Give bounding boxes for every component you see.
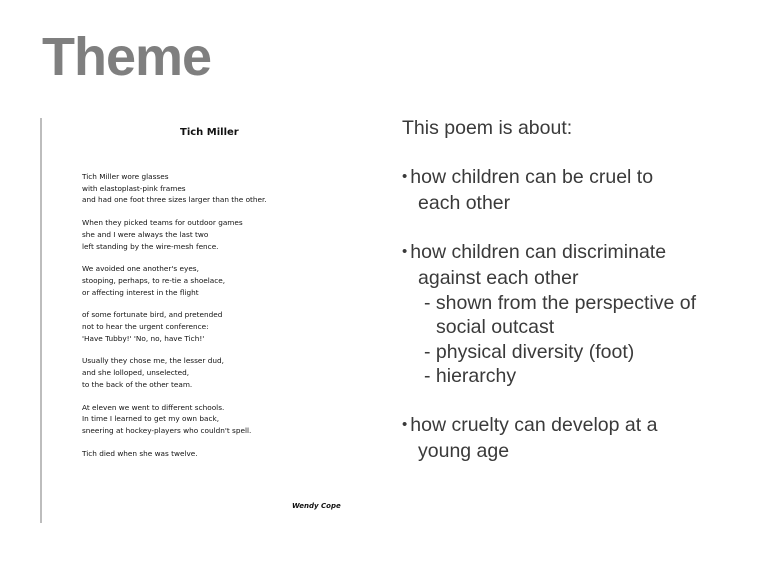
poem-line: she and I were always the last two — [82, 229, 209, 239]
poem-line: Tich died when she was twelve. — [82, 448, 198, 458]
point-line: young age — [418, 440, 510, 462]
theme-point — [402, 413, 752, 464]
point-line: against each other — [418, 267, 579, 289]
poem-author: Wendy Cope — [292, 502, 341, 510]
poem-stanza — [82, 217, 352, 252]
bullet-icon: • — [402, 415, 408, 433]
poem-line: not to hear the urgent conference: — [82, 322, 209, 332]
point-text: how children can discriminate — [410, 240, 667, 263]
bullet-icon: • — [402, 167, 408, 185]
point-text: how children can be cruel to — [410, 165, 654, 188]
poem-stanzas — [82, 171, 352, 470]
poem-line: stooping, perhaps, to re-tie a shoelace, — [82, 275, 226, 285]
poem-line: with elastoplast-pink frames — [82, 183, 186, 193]
point-line — [402, 413, 752, 440]
theme-bullet-list — [402, 116, 752, 488]
poem-title: Tich Miller — [180, 127, 239, 138]
poem-line: and she lolloped, unselected, — [82, 368, 190, 378]
poem-stanza — [82, 171, 352, 206]
poem-line: We avoided one another's eyes, — [82, 264, 199, 274]
poem-line: of some fortunate bird, and pretended — [82, 310, 223, 320]
poem-stanza — [82, 263, 352, 298]
slide-title: Theme — [42, 27, 212, 87]
poem-line: sneering at hockey-players who couldn't spell. — [82, 425, 252, 435]
sub-point: - hierarchy — [424, 365, 517, 387]
theme-point — [402, 240, 752, 389]
poem-line: Tich Miller wore glasses — [82, 172, 169, 181]
theme-point — [402, 165, 752, 216]
poem-line: When they picked teams for outdoor games — [82, 218, 243, 228]
poem-line: left standing by the wire-mesh fence. — [82, 241, 219, 251]
sub-point: - shown from the perspective of — [424, 291, 697, 314]
poem-stanza — [82, 448, 352, 460]
point-text: how cruelty can develop at a — [410, 413, 658, 436]
poem-line: At eleven we went to different schools. — [82, 402, 225, 412]
sub-point-continuation: social outcast — [436, 316, 555, 338]
point-line — [402, 240, 752, 267]
poem-line: and had one foot three sizes larger than the other. — [82, 195, 267, 205]
theme-intro: This poem is about: — [402, 117, 573, 139]
poem-stanza — [82, 309, 352, 344]
poem-line: 'Have Tubby!' 'No, no, have Tich!' — [82, 333, 205, 343]
poem-image — [40, 118, 362, 523]
bullet-icon: • — [402, 242, 408, 260]
point-line — [402, 165, 752, 192]
poem-line: Usually they chose me, the lesser dud, — [82, 356, 224, 366]
poem-line: to the back of the other team. — [82, 379, 193, 389]
point-line: each other — [418, 192, 511, 214]
poem-stanza — [82, 402, 352, 437]
poem-stanza — [82, 355, 352, 390]
poem-line: In time I learned to get my own back, — [82, 414, 220, 424]
sub-point: - physical diversity (foot) — [424, 340, 635, 363]
poem-line: or affecting interest in the flight — [82, 287, 199, 297]
